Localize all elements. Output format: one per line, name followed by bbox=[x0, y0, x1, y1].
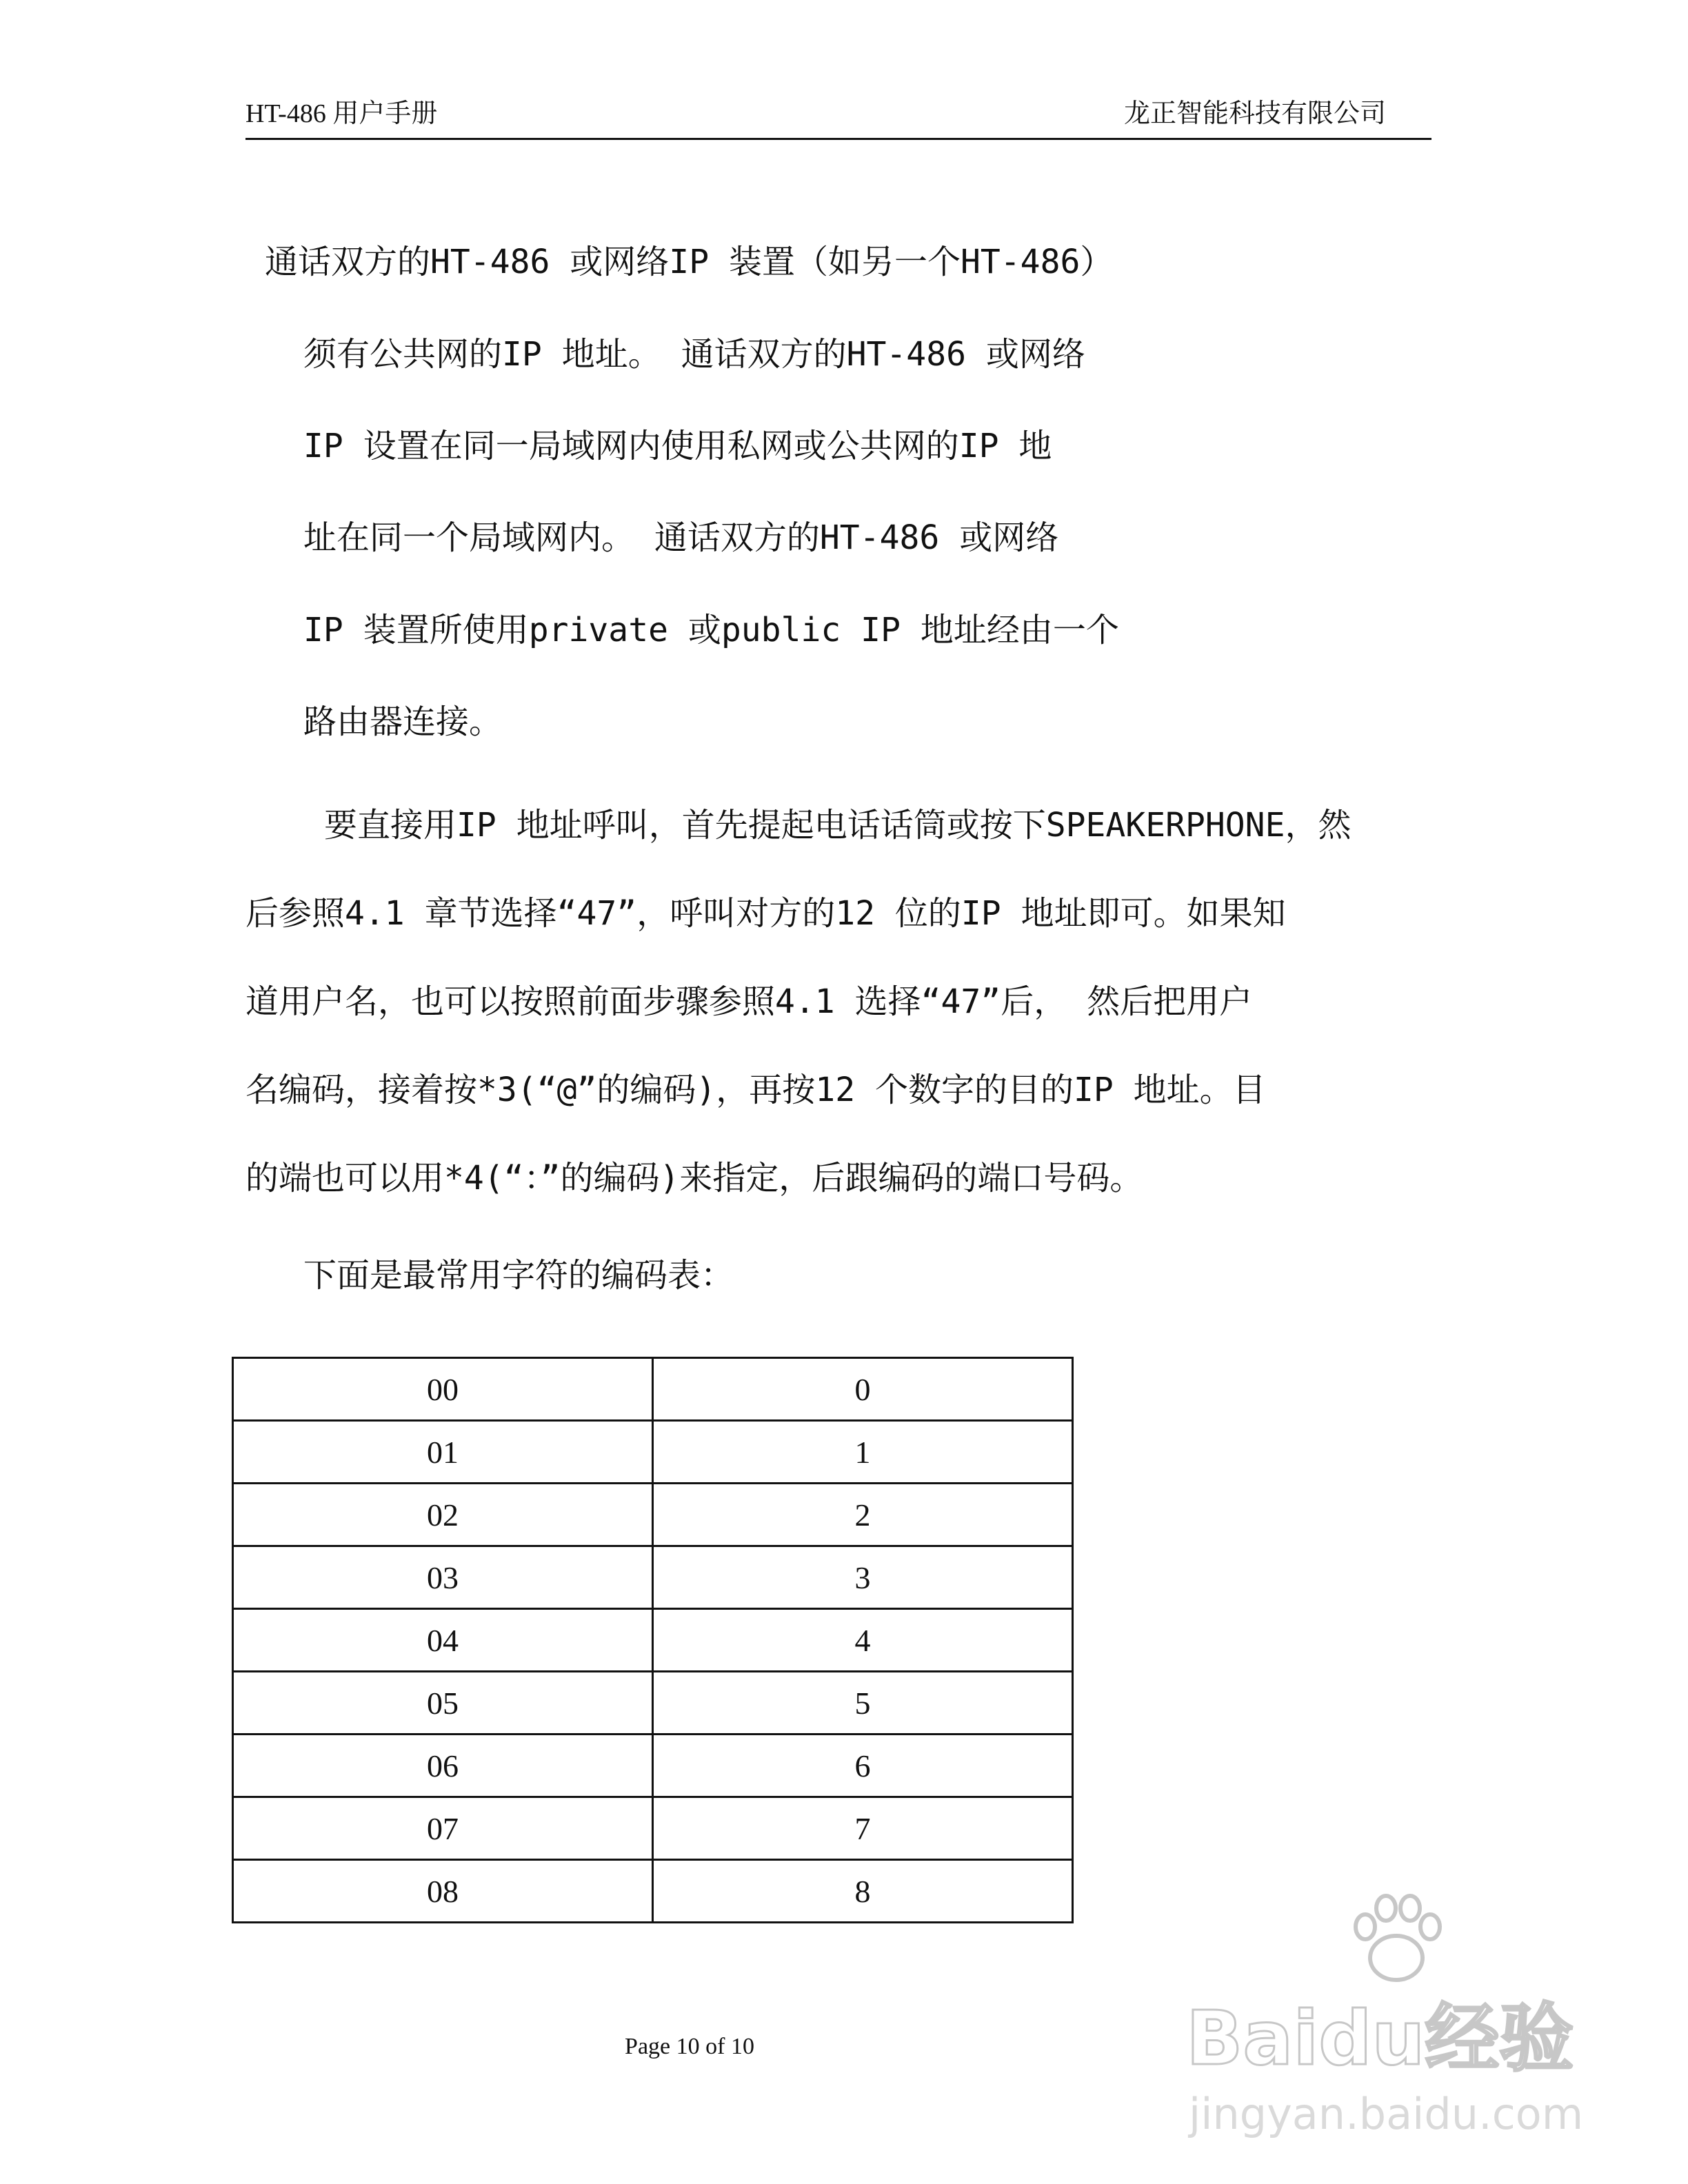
body-line: 下面是最常用字符的编码表： bbox=[303, 1256, 734, 1295]
table-cell-char: 4 bbox=[653, 1609, 1073, 1672]
table-cell-code: 06 bbox=[233, 1735, 653, 1797]
table-row bbox=[233, 1484, 1073, 1546]
body-line: 路由器连接。 bbox=[303, 702, 503, 741]
header-divider bbox=[245, 138, 1431, 140]
table-row bbox=[233, 1735, 1073, 1797]
table-cell-char: 5 bbox=[653, 1672, 1073, 1735]
baidu-watermark bbox=[1186, 1889, 1586, 2151]
body-line: 的端也可以用*4(“：”的编码)来指定，后跟编码的端口号码。 bbox=[245, 1159, 1143, 1197]
body-line: 要直接用IP 地址呼叫，首先提起电话话筒或按下SPEAKERPHONE，然 bbox=[324, 806, 1352, 845]
table-row bbox=[233, 1358, 1073, 1421]
table-cell-code: 05 bbox=[233, 1672, 653, 1735]
table-cell-char: 7 bbox=[653, 1797, 1073, 1860]
header-title: HT-486 用户手册 bbox=[245, 99, 438, 128]
table-cell-char: 8 bbox=[653, 1860, 1073, 1923]
table-row bbox=[233, 1421, 1073, 1484]
paw-icon bbox=[1345, 1889, 1448, 1985]
table-cell-code: 07 bbox=[233, 1797, 653, 1860]
encoding-table bbox=[232, 1357, 1074, 1923]
table-cell-code: 01 bbox=[233, 1421, 653, 1484]
table-row bbox=[233, 1609, 1073, 1672]
page-number: Page 10 of 10 bbox=[625, 2034, 754, 2059]
table-row bbox=[233, 1860, 1073, 1923]
header-company: 龙正智能科技有限公司 bbox=[1124, 99, 1387, 128]
table-cell-code: 00 bbox=[233, 1358, 653, 1421]
body-line: 址在同一个局域网内。 通话双方的HT-486 或网络 bbox=[303, 518, 1059, 557]
body-line: IP 装置所使用private 或public IP 地址经由一个 bbox=[303, 611, 1119, 649]
body-line: 名编码，接着按*3(“@”的编码)，再按12 个数字的目的IP 地址。目 bbox=[245, 1071, 1266, 1109]
table-cell-code: 08 bbox=[233, 1860, 653, 1923]
table-cell-char: 1 bbox=[653, 1421, 1073, 1484]
body-line: 道用户名，也可以按照前面步骤参照4.1 选择“47”后， 然后把用户 bbox=[245, 982, 1253, 1021]
body-line: 后参照4.1 章节选择“47”，呼叫对方的12 位的IP 地址即可。如果知 bbox=[245, 894, 1286, 933]
table-row bbox=[233, 1797, 1073, 1860]
table-row bbox=[233, 1546, 1073, 1609]
body-line: 须有公共网的IP 地址。 通话双方的HT-486 或网络 bbox=[303, 335, 1085, 374]
body-line: 通话双方的HT-486 或网络IP 装置（如另一个HT-486） bbox=[265, 243, 1114, 281]
table-cell-code: 04 bbox=[233, 1609, 653, 1672]
table-cell-code: 03 bbox=[233, 1546, 653, 1609]
table-cell-char: 2 bbox=[653, 1484, 1073, 1546]
table-cell-char: 3 bbox=[653, 1546, 1073, 1609]
table-cell-char: 6 bbox=[653, 1735, 1073, 1797]
watermark-url: jingyan.baidu.com bbox=[1189, 2089, 1584, 2139]
body-line: IP 设置在同一局域网内使用私网或公共网的IP 地 bbox=[303, 427, 1052, 465]
table-cell-char: 0 bbox=[653, 1358, 1073, 1421]
watermark-brand: Baidu经验 bbox=[1186, 1996, 1574, 2082]
table-cell-code: 02 bbox=[233, 1484, 653, 1546]
table-row bbox=[233, 1672, 1073, 1735]
